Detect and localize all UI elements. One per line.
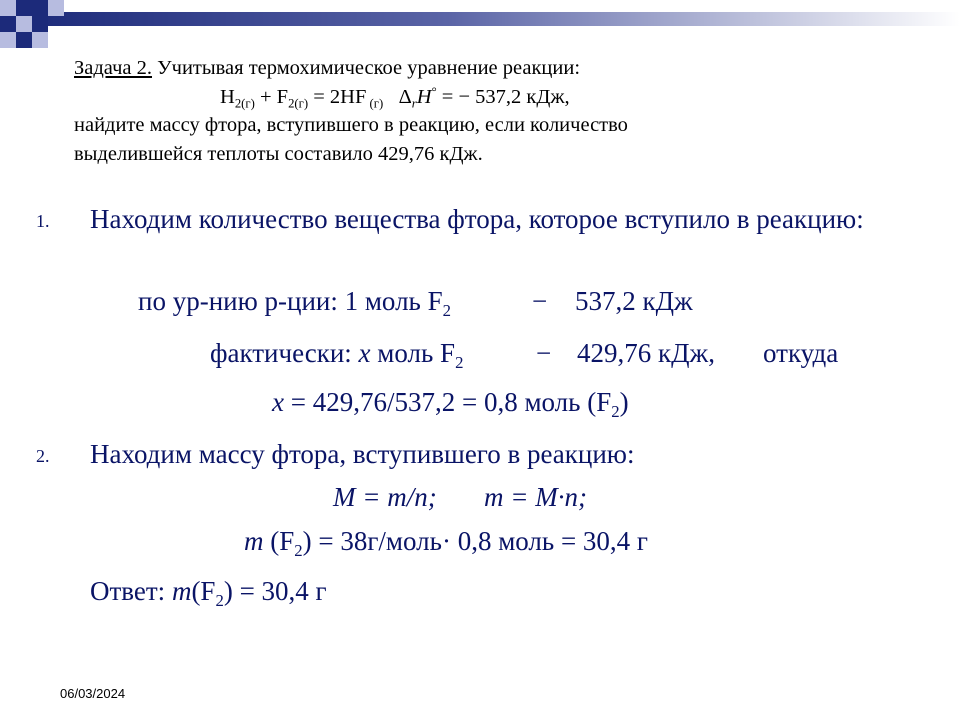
eq-row-sub: 2 xyxy=(442,300,452,320)
step-1-number: 1. xyxy=(36,211,50,231)
reaction-equation xyxy=(74,83,934,112)
calc2-m: m xyxy=(244,526,264,556)
calc2-sub: 2 xyxy=(294,540,303,560)
fact-dash: − xyxy=(536,338,552,368)
deco-square-6 xyxy=(16,16,32,32)
eq-hf: = 2HF xyxy=(308,85,367,108)
deco-square-4 xyxy=(48,0,64,16)
answer-label: Ответ: xyxy=(90,576,172,606)
eq-row-value: 537,2 кДж xyxy=(575,286,693,316)
step-1-eq-row xyxy=(138,286,452,320)
eq-r-sub: r xyxy=(411,96,417,111)
calc-rest: = 429,76/537,2 = 0,8 моль (F xyxy=(283,387,612,417)
deco-square-9 xyxy=(32,32,48,48)
task-heading: Задача 2. xyxy=(74,57,152,79)
footer-date: 06/03/2024 xyxy=(60,686,126,701)
deco-square-8 xyxy=(16,32,32,48)
deco-square-5 xyxy=(0,16,16,32)
task-line-3: найдите массу фтора, вступившего в реакцию, если количество xyxy=(74,114,628,137)
calc-sub: 2 xyxy=(611,401,620,421)
step-2-calc xyxy=(244,526,649,560)
eq-row-label: по ур-нию р-ции: 1 моль F xyxy=(138,286,443,316)
eq-degree: ° xyxy=(431,84,437,99)
calc2-rest: (F xyxy=(263,526,295,556)
deco-square-10 xyxy=(0,32,16,48)
eq-h-sub: 2(г) xyxy=(234,96,255,111)
step-1-text: Находим количество вещества фтора, которое вступило в реакцию: xyxy=(90,204,864,234)
step-1-calc xyxy=(272,387,629,421)
deco-square-3 xyxy=(32,0,48,16)
fact-rest: моль F xyxy=(370,338,456,368)
formula-molar-mass: M = m/n; xyxy=(333,482,437,512)
step-1-fact-row xyxy=(210,338,464,372)
fact-sub: 2 xyxy=(455,352,464,372)
step-2-text: Находим массу фтора, вступившего в реакцию: xyxy=(90,439,635,469)
eq-f-sub: 2(г) xyxy=(288,96,309,111)
fact-whence: откуда xyxy=(763,338,839,368)
eq-h: H xyxy=(220,85,235,108)
task-statement xyxy=(74,54,934,169)
fact-label: фактически: xyxy=(210,338,359,368)
eq-value: = − 537,2 кДж, xyxy=(436,85,570,108)
answer-m: m xyxy=(171,576,192,606)
answer-tail: ) = 30,4 г xyxy=(223,576,327,606)
header-gradient-bar xyxy=(28,12,960,26)
eq-hf-sub: (г) xyxy=(366,96,384,111)
eq-row-dash: − xyxy=(532,286,548,316)
calc-x: x xyxy=(272,387,284,417)
formula-mass: m = M·n; xyxy=(484,482,587,512)
answer-open: (F xyxy=(191,576,216,606)
deco-square-1 xyxy=(0,0,16,16)
step-2-number: 2. xyxy=(36,446,50,466)
header-decoration xyxy=(0,0,960,60)
answer-sub: 2 xyxy=(215,590,224,610)
eq-delta: Δ xyxy=(398,85,412,108)
task-line-1 xyxy=(74,54,934,83)
calc2-tail: ) = 38г/моль· 0,8 моль = 30,4 г xyxy=(302,526,649,556)
deco-square-7 xyxy=(32,16,48,32)
fact-x: x xyxy=(358,338,371,368)
fact-value: 429,76 кДж, xyxy=(577,338,715,368)
eq-f: + F xyxy=(254,85,289,108)
task-heading-rest: Учитывая термохимическое уравнение реакции: xyxy=(152,57,581,79)
calc-close: ) xyxy=(619,387,629,417)
eq-enthalpy: H xyxy=(416,85,432,108)
deco-square-2 xyxy=(16,0,32,16)
answer xyxy=(90,576,327,610)
task-line-4: выделившейся теплоты составило 429,76 кДж. xyxy=(74,143,483,166)
